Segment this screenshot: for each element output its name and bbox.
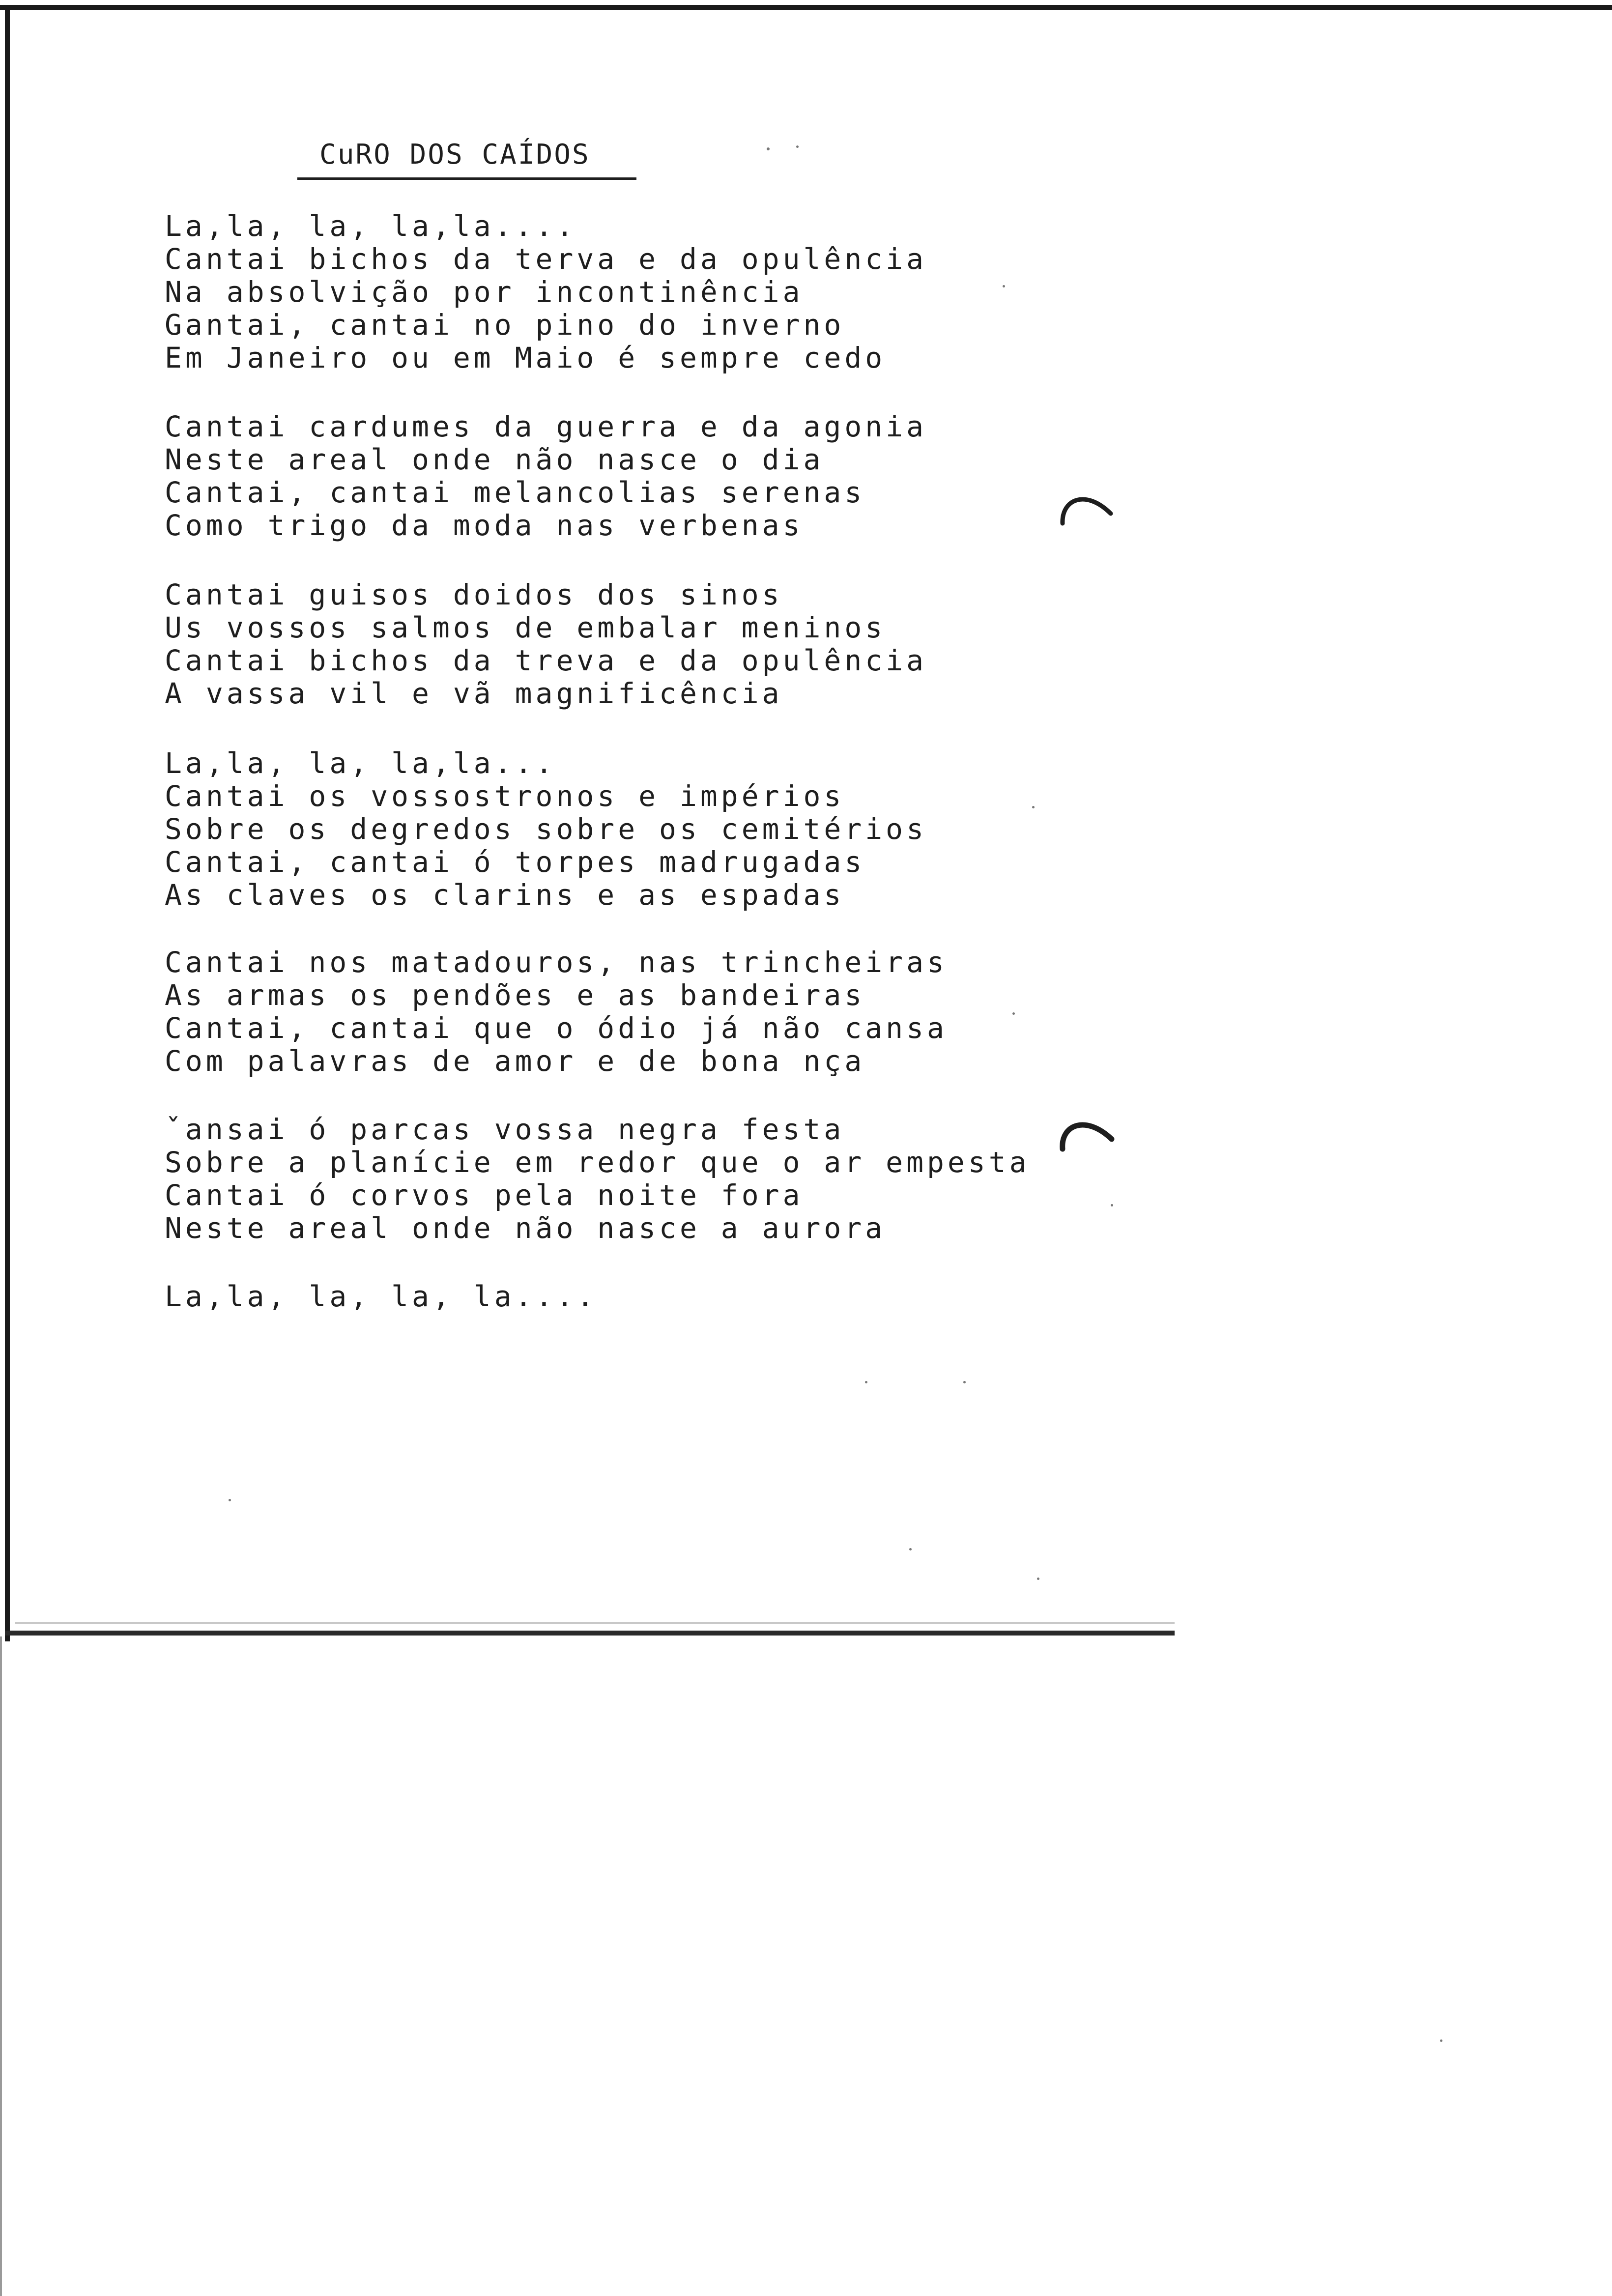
scan-speck	[1032, 806, 1035, 808]
page-bottom-edge	[5, 1631, 1175, 1636]
poem-line: Us vossos salmos de embalar meninos	[165, 611, 886, 644]
page-bottom-shadow	[15, 1622, 1175, 1624]
poem-line: Cantai nos matadouros, nas trincheiras	[165, 946, 948, 979]
title-underline	[297, 177, 636, 180]
scan-speck	[909, 1548, 912, 1550]
poem-line: Cantai, cantai melancolias serenas	[165, 476, 865, 509]
poem-line: Sobre a planície em redor que o ar empesta	[165, 1146, 1030, 1179]
scan-speck	[796, 145, 799, 148]
poem-line: Cantai, cantai que o ódio já não cansa	[165, 1011, 948, 1045]
poem-line: As claves os clarins e as espadas	[165, 878, 845, 912]
poem-line: Cantai cardumes da guerra e da agonia	[165, 410, 927, 443]
poem-line: Como trigo da moda nas verbenas	[165, 509, 804, 542]
poem-line: Sobre os degredos sobre os cemitérios	[165, 812, 927, 846]
poem-line: La,la, la, la, la....	[165, 1280, 598, 1313]
stanza-3	[165, 578, 927, 710]
scan-speck	[767, 147, 770, 150]
poem-line: Neste areal onde não nasce a aurora	[165, 1211, 886, 1245]
poem-line: A vassa vil e vã magnificência	[165, 677, 783, 710]
poem-line: Cantai os vossostronos e impérios	[165, 779, 845, 813]
poem-line: Cantai guisos doidos dos sinos	[165, 578, 783, 611]
poem-line: Neste areal onde não nasce o dia	[165, 443, 824, 476]
scan-speck	[1012, 1012, 1015, 1015]
poem-line: Gantai, cantai no pino do inverno	[165, 308, 845, 342]
stanza-2	[165, 410, 927, 542]
scan-speck	[865, 1381, 867, 1383]
poem-line: Cantai, cantai ó torpes madrugadas	[165, 845, 865, 879]
poem-line: Em Janeiro ou em Maio é sempre cedo	[165, 341, 886, 374]
poem-line: Com palavras de amor e de bona nça	[165, 1044, 865, 1078]
poem-line: Cantai bichos da treva e da opulência	[165, 644, 927, 677]
poem-line: Cantai ó corvos pela noite fora	[165, 1178, 804, 1212]
scan-speck	[229, 1499, 231, 1501]
scan-speck	[1037, 1578, 1039, 1580]
stanza-4	[165, 747, 927, 912]
poem-title: CuRO DOS CAÍDOS	[319, 139, 590, 171]
stanza-1	[165, 210, 927, 374]
stanza-6	[165, 1113, 1030, 1245]
stanza-7	[165, 1280, 597, 1313]
scan-speck	[1003, 285, 1005, 287]
poem-line: La,la, la, la,la....	[165, 209, 577, 243]
poem-line: As armas os pendões e as bandeiras	[165, 978, 865, 1012]
page-top-edge	[0, 5, 1612, 10]
stanza-5	[165, 946, 948, 1078]
poem-line: ˇansai ó parcas vossa negra festa	[165, 1113, 845, 1146]
page-left-edge	[5, 5, 10, 1641]
poem-line: La,la, la, la,la...	[165, 746, 556, 780]
poem-line: Na absolvição por incontinência	[165, 275, 804, 309]
scan-speck	[1111, 1204, 1113, 1206]
margin-arc-mark-2	[1057, 1110, 1116, 1154]
scan-speck	[963, 1381, 966, 1383]
margin-arc-mark-1	[1057, 484, 1116, 528]
scan-speck	[1440, 2039, 1442, 2042]
poem-line: Cantai bichos da terva e da opulência	[165, 242, 927, 276]
page-left-lower-edge	[0, 1636, 2, 2296]
